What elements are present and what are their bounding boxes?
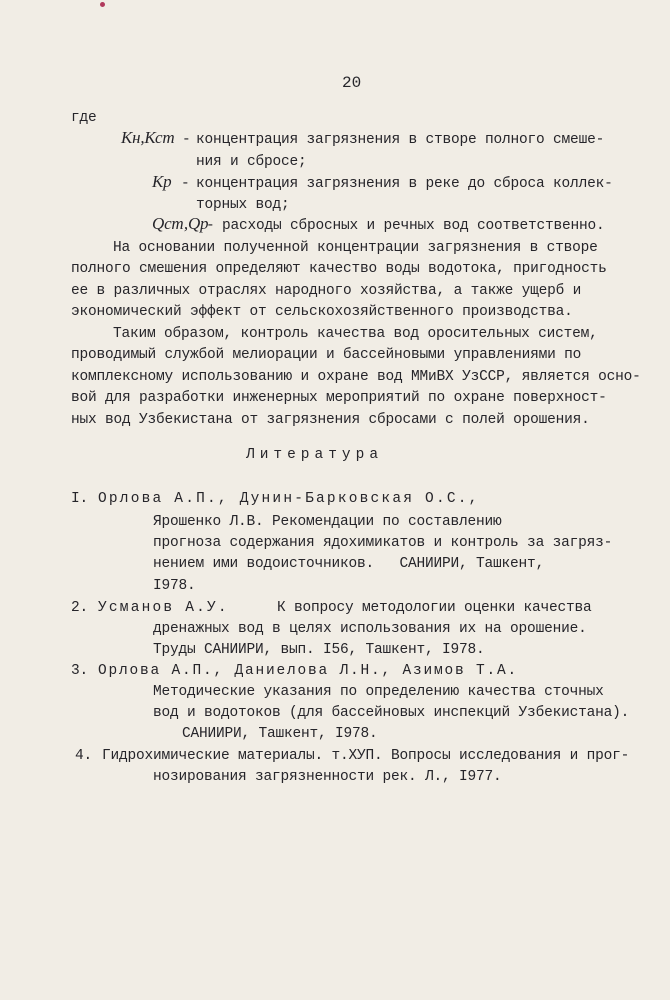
symbol-k-n-kst: Кн,Кст <box>121 128 175 147</box>
reference-line: нозирования загрязненности рек. Л., I977. <box>153 769 502 785</box>
reference-line: дренажных вод в целях использования их на орошение. <box>153 621 587 637</box>
reference-line: Ярошенко Л.В. Рекомендации по составлению <box>153 514 502 530</box>
definition-line: расходы сбросных и речных вод соответственно. <box>222 218 605 234</box>
reference-number: 2. <box>71 600 89 616</box>
reference-line: САНИИРИ, Ташкент, I978. <box>182 726 378 742</box>
paragraph-line: экономический эффект от сельскохозяйственного производства. <box>71 304 573 320</box>
symbol-k-r: Кр <box>152 172 172 191</box>
paragraph-line: Таким образом, контроль качества вод оросительных систем, <box>113 326 598 342</box>
definition-line: концентрация загрязнения в реке до сброса коллек- <box>196 176 613 192</box>
reference-line: нением ими водоисточников. САНИИРИ, Ташкент, <box>153 556 545 572</box>
reference-line: вод и водотоков (для бассейновых инспекций Узбекистана). <box>153 705 630 721</box>
dash: - <box>181 176 190 192</box>
reference-authors: Усманов А.У. <box>98 600 229 616</box>
reference-line: I978. <box>153 578 196 594</box>
intro-word: где <box>71 110 97 126</box>
reference-line: Гидрохимические материалы. т.ХУП. Вопросы исследования и прог- <box>102 748 630 764</box>
paragraph-line: проводимый службой мелиорации и бассейновыми управлениями по <box>71 347 582 363</box>
dash: - <box>206 218 215 234</box>
reference-number: I. <box>71 491 89 507</box>
reference-number: 4. <box>75 748 93 764</box>
paragraph-line: комплексному использованию и охране вод ММиВХ УзССР, является осно- <box>71 369 641 385</box>
symbol-q: Qст,Qр <box>152 214 209 233</box>
paragraph-line: ее в различных отраслях народного хозяйства, а также ущерб и <box>71 283 582 299</box>
paragraph-line: полного смешения определяют качество воды водотока, пригодность <box>71 261 607 277</box>
definition-line: концентрация загрязнения в створе полного смеше- <box>196 132 605 148</box>
paragraph-line: На основании полученной концентрации загрязнения в створе <box>113 240 598 256</box>
page-number: 20 <box>342 74 362 92</box>
dash: - <box>182 132 191 148</box>
reference-authors: Орлова А.П., Дунин-Барковская О.С., <box>98 491 480 507</box>
reference-line: Труды САНИИРИ, вып. I56, Ташкент, I978. <box>153 642 485 658</box>
definition-line: торных вод; <box>196 197 290 213</box>
reference-line: К вопросу методологии оценки качества <box>277 600 592 616</box>
literature-heading: Литература <box>246 447 384 463</box>
paragraph-line: ных вод Узбекистана от загрязнения сбросами с полей орошения. <box>71 412 590 428</box>
definition-line: ния и сбросе; <box>196 154 307 170</box>
ink-mark <box>100 2 105 7</box>
reference-authors: Орлова А.П., Даниелова Л.Н., Азимов Т.А. <box>98 663 519 679</box>
reference-line: Методические указания по определению качества сточных <box>153 684 604 700</box>
paragraph-line: вой для разработки инженерных мероприятий по охране поверхност- <box>71 390 607 406</box>
reference-number: 3. <box>71 663 89 679</box>
reference-line: прогноза содержания ядохимикатов и контроль за загряз- <box>153 535 613 551</box>
